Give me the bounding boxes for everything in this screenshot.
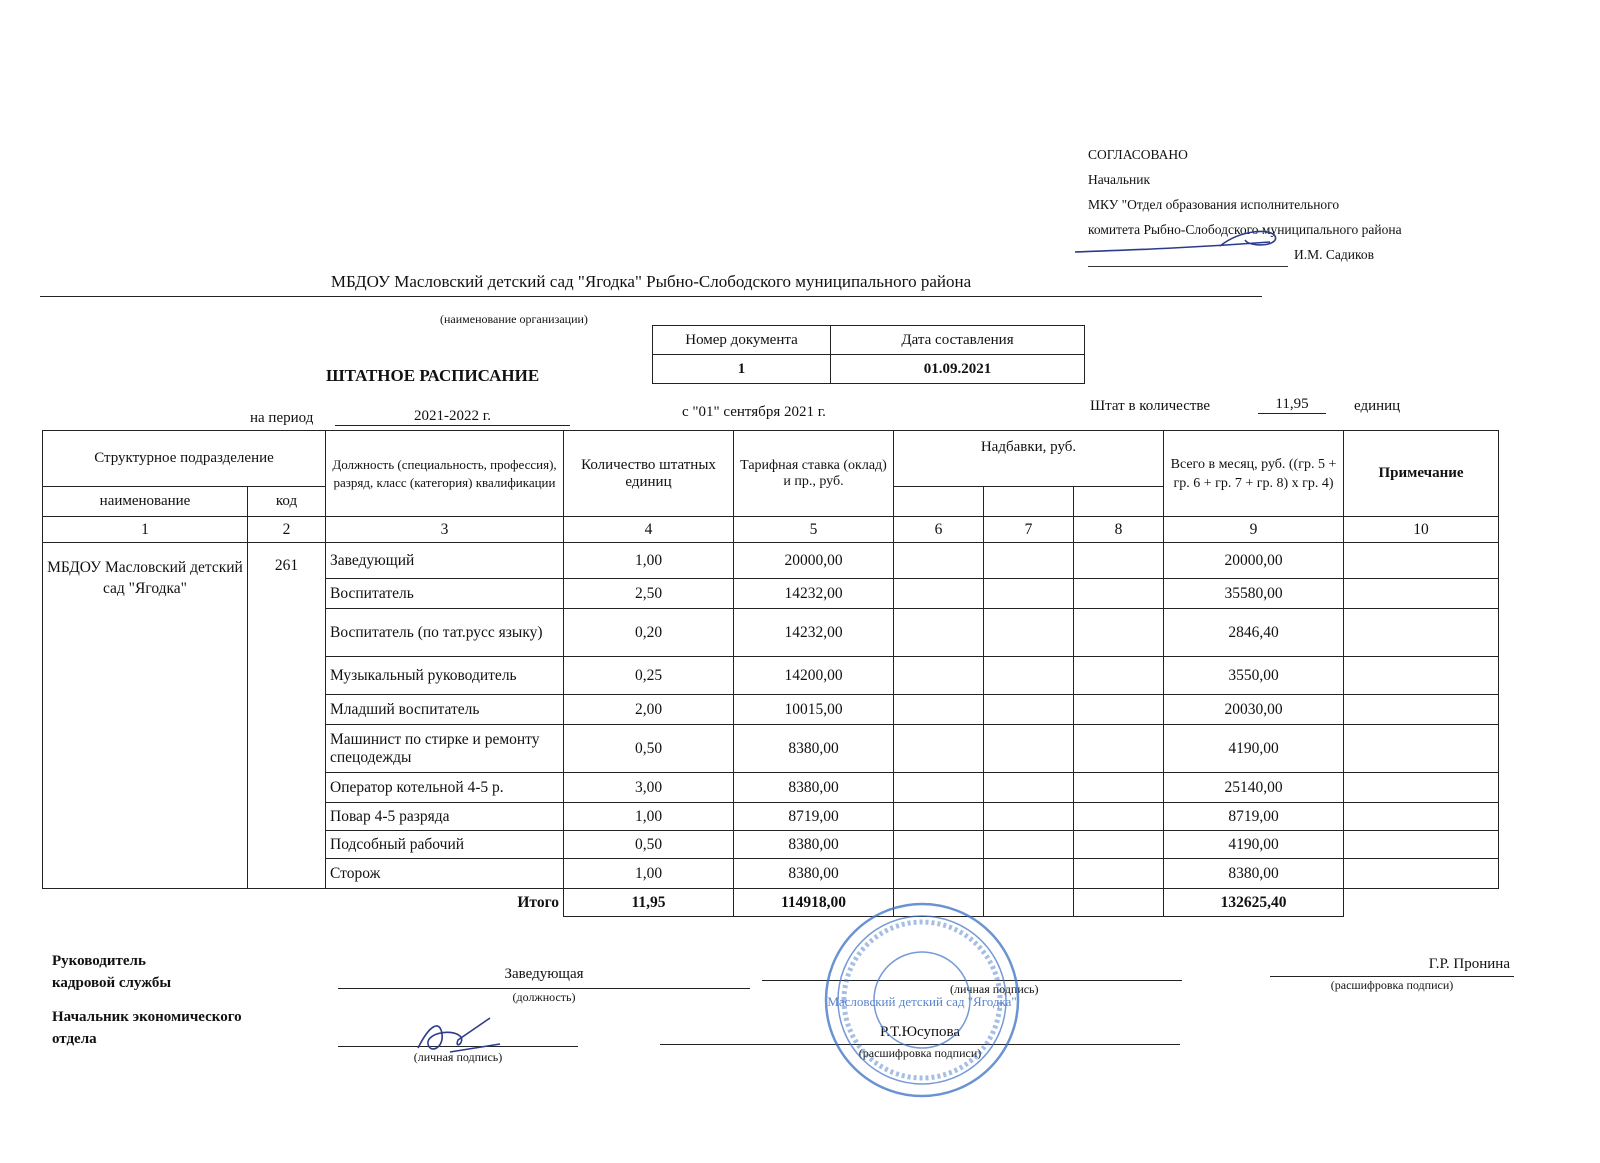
col-number: 6 xyxy=(894,517,984,543)
bonus-cell xyxy=(984,725,1074,773)
hr-name: Г.Р. Пронина xyxy=(1428,956,1510,972)
bonus-cell xyxy=(894,657,984,695)
col-number: 9 xyxy=(1164,517,1344,543)
row-rate: 8380,00 xyxy=(734,725,894,773)
col-number: 5 xyxy=(734,517,894,543)
dept-name: МБДОУ Масловский детский сад "Ягодка" xyxy=(43,543,248,889)
personal-sig-caption-1: (личная подпись) xyxy=(950,982,1039,996)
row-position: Заведующий xyxy=(326,543,564,579)
dept-code: 261 xyxy=(248,543,326,889)
row-note xyxy=(1344,803,1499,831)
econ-label xyxy=(52,1006,242,1050)
staffing-table xyxy=(42,430,1499,917)
organization-name: МБДОУ Масловский детский сад "Ягодка" Рыбно-Слободского муниципального района xyxy=(40,272,1262,297)
header-dept-name: наименование xyxy=(43,487,248,517)
bonus-cell xyxy=(984,803,1074,831)
bonus-cell xyxy=(894,579,984,609)
row-note xyxy=(1344,859,1499,889)
row-position: Машинист по стирке и ремонту спецодежды xyxy=(326,725,564,773)
staff-unit: единиц xyxy=(1354,398,1401,414)
row-position: Младший воспитатель xyxy=(326,695,564,725)
row-note xyxy=(1344,609,1499,657)
row-count: 2,50 xyxy=(564,579,734,609)
econ-name: Р.Т.Юсупова xyxy=(879,1024,961,1040)
row-monthly: 25140,00 xyxy=(1164,773,1344,803)
bonus-cell xyxy=(984,657,1074,695)
bonus-cell xyxy=(894,859,984,889)
row-monthly: 8380,00 xyxy=(1164,859,1344,889)
row-monthly: 35580,00 xyxy=(1164,579,1344,609)
bonus-col-8-header xyxy=(1074,487,1164,517)
row-note xyxy=(1344,773,1499,803)
bonus-cell xyxy=(984,859,1074,889)
bonus-cell xyxy=(894,725,984,773)
bonus-cell xyxy=(1074,773,1164,803)
row-count: 3,00 xyxy=(564,773,734,803)
total-bonus-cell xyxy=(1074,889,1164,917)
document-title: ШТАТНОЕ РАСПИСАНИЕ xyxy=(326,366,540,385)
row-monthly: 20030,00 xyxy=(1164,695,1344,725)
bonus-cell xyxy=(1074,543,1164,579)
econ-label-line-2: отдела xyxy=(52,1031,97,1047)
period-label: на период xyxy=(250,410,314,426)
bonus-cell xyxy=(984,609,1074,657)
row-note xyxy=(1344,657,1499,695)
bonus-cell xyxy=(1074,831,1164,859)
doc-number-header: Номер документа xyxy=(653,326,831,355)
organization-stamp-icon xyxy=(822,900,1022,1100)
header-rate: Тарифная ставка (оклад) и пр., руб. xyxy=(734,431,894,517)
econ-label-line-1: Начальник экономического xyxy=(52,1009,242,1025)
hr-label-line-1: Руководитель xyxy=(52,953,146,969)
decode-caption-1: (расшифровка подписи) xyxy=(1330,978,1454,992)
row-count: 0,25 xyxy=(564,657,734,695)
row-count: 0,20 xyxy=(564,609,734,657)
personal-sig-caption-2: (личная подпись) xyxy=(413,1050,503,1064)
hr-position-line xyxy=(338,988,750,989)
row-rate: 8380,00 xyxy=(734,831,894,859)
row-position: Музыкальный руководитель xyxy=(326,657,564,695)
bonus-col-7-header xyxy=(984,487,1074,517)
row-monthly: 4190,00 xyxy=(1164,725,1344,773)
bonus-col-6-header xyxy=(894,487,984,517)
total-monthly: 132625,40 xyxy=(1164,889,1344,917)
header-monthly: Всего в месяц, руб. ((гр. 5 + гр. 6 + гр. 7 + гр. 8) х гр. 4) xyxy=(1164,431,1344,517)
row-rate: 8719,00 xyxy=(734,803,894,831)
bonus-cell xyxy=(894,773,984,803)
row-position: Воспитатель (по тат.русс языку) xyxy=(326,609,564,657)
bonus-cell xyxy=(894,831,984,859)
bonus-cell xyxy=(984,831,1074,859)
header-bonuses: Надбавки, руб. xyxy=(894,431,1164,487)
staff-value: 11,95 xyxy=(1258,396,1326,414)
approval-line-2: Начальник xyxy=(1088,172,1151,187)
table-row xyxy=(43,543,1499,579)
col-number: 4 xyxy=(564,517,734,543)
bonus-cell xyxy=(894,543,984,579)
total-label: Итого xyxy=(43,889,564,917)
col-number: 2 xyxy=(248,517,326,543)
header-dept: Структурное подразделение xyxy=(43,431,326,487)
row-count: 0,50 xyxy=(564,725,734,773)
total-row xyxy=(43,889,1499,917)
stamp-text: Масловский детский сад "Ягодка" xyxy=(827,994,1017,1009)
row-count: 0,50 xyxy=(564,831,734,859)
row-count: 1,00 xyxy=(564,543,734,579)
col-number: 1 xyxy=(43,517,248,543)
doc-date-header: Дата составления xyxy=(831,326,1085,355)
row-note xyxy=(1344,543,1499,579)
row-note xyxy=(1344,579,1499,609)
approval-signature-icon xyxy=(1070,222,1310,262)
bonus-cell xyxy=(984,579,1074,609)
row-count: 1,00 xyxy=(564,859,734,889)
bonus-cell xyxy=(1074,695,1164,725)
row-monthly: 8719,00 xyxy=(1164,803,1344,831)
approval-line-3: МКУ "Отдел образования исполнительного xyxy=(1088,197,1340,212)
row-rate: 14232,00 xyxy=(734,609,894,657)
document-info-table xyxy=(652,325,1085,384)
header-note: Примечание xyxy=(1344,431,1499,517)
row-position: Подсобный рабочий xyxy=(326,831,564,859)
total-count: 11,95 xyxy=(564,889,734,917)
bonus-cell xyxy=(984,695,1074,725)
row-monthly: 4190,00 xyxy=(1164,831,1344,859)
bonus-cell xyxy=(1074,609,1164,657)
row-rate: 8380,00 xyxy=(734,859,894,889)
column-numbers-row xyxy=(43,517,1499,543)
row-position: Воспитатель xyxy=(326,579,564,609)
header-count: Количество штатных единиц xyxy=(564,431,734,517)
approval-signature-line xyxy=(1088,266,1288,267)
row-note xyxy=(1344,831,1499,859)
row-rate: 8380,00 xyxy=(734,773,894,803)
row-rate: 20000,00 xyxy=(734,543,894,579)
approval-signer: И.М. Садиков xyxy=(1294,247,1374,262)
row-monthly: 20000,00 xyxy=(1164,543,1344,579)
col-number: 10 xyxy=(1344,517,1499,543)
hr-label-line-2: кадровой службы xyxy=(52,975,172,991)
doc-number: 1 xyxy=(653,355,831,384)
bonus-cell xyxy=(1074,803,1164,831)
row-count: 1,00 xyxy=(564,803,734,831)
hr-label xyxy=(52,950,171,994)
row-count: 2,00 xyxy=(564,695,734,725)
position-caption: (должность) xyxy=(512,990,576,1004)
row-rate: 14200,00 xyxy=(734,657,894,695)
approval-line-4: комитета Рыбно-Слободского муниципального района xyxy=(1088,222,1402,237)
total-note-empty xyxy=(1344,889,1499,917)
col-number: 7 xyxy=(984,517,1074,543)
approval-line-1: СОГЛАСОВАНО xyxy=(1088,147,1188,162)
row-note xyxy=(1344,725,1499,773)
header-dept-code: код xyxy=(248,487,326,517)
bonus-cell xyxy=(1074,859,1164,889)
bonus-cell xyxy=(1074,657,1164,695)
row-rate: 14232,00 xyxy=(734,579,894,609)
period-since: с "01" сентября 2021 г. xyxy=(682,404,826,420)
hr-name-line xyxy=(1270,976,1514,977)
decode-caption-2: (расшифровка подписи) xyxy=(858,1046,982,1060)
econ-handwritten-signature-icon xyxy=(410,1014,510,1064)
header-position: Должность (специальность, профессия), разряд, класс (категория) квалификации xyxy=(326,431,564,517)
hr-position: Заведующая xyxy=(504,966,584,982)
bonus-cell xyxy=(1074,725,1164,773)
col-number: 3 xyxy=(326,517,564,543)
row-position: Сторож xyxy=(326,859,564,889)
row-position: Повар 4-5 разряда xyxy=(326,803,564,831)
doc-date: 01.09.2021 xyxy=(831,355,1085,384)
bonus-cell xyxy=(894,803,984,831)
bonus-cell xyxy=(984,543,1074,579)
bonus-cell xyxy=(894,609,984,657)
staff-label: Штат в количестве xyxy=(1090,398,1211,414)
row-note xyxy=(1344,695,1499,725)
row-monthly: 3550,00 xyxy=(1164,657,1344,695)
period-value: 2021-2022 г. xyxy=(335,408,570,426)
col-number: 8 xyxy=(1074,517,1164,543)
organization-caption: (наименование организации) xyxy=(440,312,588,326)
row-monthly: 2846,40 xyxy=(1164,609,1344,657)
bonus-cell xyxy=(1074,579,1164,609)
total-rate: 114918,00 xyxy=(734,889,894,917)
row-rate: 10015,00 xyxy=(734,695,894,725)
row-position: Оператор котельной 4-5 р. xyxy=(326,773,564,803)
bonus-cell xyxy=(984,773,1074,803)
bonus-cell xyxy=(894,695,984,725)
